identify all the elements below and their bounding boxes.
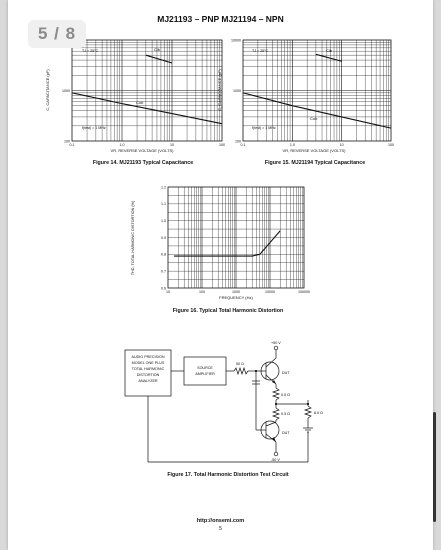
figure-16-caption: Figure 16. Typical Total Harmonic Distortion <box>172 308 284 314</box>
fig16-ytick-label: 0.6 <box>161 286 166 291</box>
fig16-ytick-label: 1.1 <box>161 202 166 207</box>
fig14-legend-tj: TJ = 25°C <box>82 49 99 53</box>
analyzer-line-2: MODEL ONE PLUS <box>131 361 165 365</box>
analyzer-box <box>125 350 171 396</box>
vneg-label: -50 V <box>271 458 280 462</box>
vpos-label: +50 V <box>271 341 281 345</box>
fig15-xtick-label: 100 <box>388 143 394 147</box>
fig16-ytick-label: 1.2 <box>161 185 166 190</box>
fig16-xtick-label: 100000 <box>298 290 310 294</box>
figure-14-caption: Figure 14. MJ21193 Typical Capacitance <box>92 160 194 166</box>
figure-15-caption: Figure 15. MJ21194 Typical Capacitance <box>264 160 366 166</box>
fig14-series-cib <box>146 55 172 63</box>
fig15-series-cib <box>316 54 342 61</box>
fig14-ylabel: C, CAPACITANCE (pF) <box>45 69 50 111</box>
load-resistor <box>305 406 311 418</box>
dut-bottom-circle <box>261 421 279 439</box>
footer-url: http://onsemi.com <box>196 518 245 524</box>
fig14-legend-f: f(test) = 1 MHz <box>82 126 106 130</box>
fig15-label-cob: Cob <box>310 116 318 121</box>
analyzer-line-1: AUDIO PRECISION <box>131 355 165 359</box>
fig14-xtick-label: 100 <box>219 143 225 147</box>
fig15-xtick-label: 10 <box>339 143 344 147</box>
fig15-xtick-label: 1.0 <box>289 143 295 147</box>
fig14-ytick-label: 1000 <box>62 88 70 93</box>
document-page <box>8 0 433 550</box>
fig14-xtick-label: 1.0 <box>119 143 125 147</box>
fig14-label-cib: Cib <box>154 47 161 52</box>
analyzer-line-5: ANALYZER <box>138 379 158 383</box>
fig16-xtick-label: 100 <box>199 290 205 294</box>
fig16-ylabel: THD, TOTAL HARMONIC DISTORTION (%) <box>131 200 135 276</box>
dut-top-circle <box>261 362 279 380</box>
fig14-ytick-label: 100 <box>64 139 70 144</box>
fig16-ytick-label: 1.0 <box>161 218 166 223</box>
emitter-resistor-bottom <box>273 408 279 420</box>
figure-17-circuit <box>8 0 433 550</box>
figure-15-chart <box>8 0 433 550</box>
fig15-frame <box>243 40 391 141</box>
emitter-resistor-top <box>273 388 279 400</box>
fig14-xtick-label: 0.1 <box>69 143 75 147</box>
fig14-label-cob: Cob <box>136 100 144 105</box>
fig15-xtick-label: 0.1 <box>240 143 246 147</box>
r-source-label: 50 Ω <box>236 362 244 366</box>
dut-bottom-label: DUT <box>282 431 290 435</box>
fig15-ytick-label: 1000 <box>233 88 241 93</box>
fig14-xtick-label: 10 <box>170 143 174 147</box>
figure-17-caption: Figure 17. Total Harmonic Distortion Test Circuit <box>167 472 289 478</box>
fig15-series-cob <box>243 93 391 128</box>
fig14-series-cob <box>72 93 222 124</box>
fig15-ytick-label: 100 <box>235 139 241 144</box>
fig16-xtick-label: 10 <box>166 290 170 294</box>
figure-16-chart <box>8 0 433 550</box>
amp-line-1: SOURCE <box>197 366 213 370</box>
fig16-frame <box>168 187 304 288</box>
footer-page-number: 5 <box>219 526 222 532</box>
fig15-legend-tj: TJ = 25°C <box>252 49 269 53</box>
fig16-ytick-label: 0.7 <box>161 269 166 274</box>
fig16-ytick-label: 0.9 <box>161 235 166 240</box>
fig15-legend-f: f(test) = 1 MHz <box>252 126 276 130</box>
scrollbar[interactable] <box>433 412 436 522</box>
r-emitter-bottom-label: 0.5 Ω <box>281 412 290 416</box>
page-indicator: 5 / 8 <box>28 20 86 48</box>
fig15-label-cib: Cib <box>326 48 333 53</box>
fig16-xtick-label: 10000 <box>265 290 275 294</box>
fig15-xlabel: VR, REVERSE VOLTAGE (VOLTS) <box>282 148 346 153</box>
figure-14-chart <box>8 0 433 550</box>
amp-line-2: AMPLIFIER <box>195 372 215 376</box>
fig16-ytick-label: 0.8 <box>161 252 166 257</box>
fig14-xlabel: VR, REVERSE VOLTAGE (VOLTS) <box>110 148 174 153</box>
fig15-ytick-label: 10000 <box>231 38 241 43</box>
r-emitter-top-label: 0.5 Ω <box>281 393 290 397</box>
analyzer-line-4: DISTORTION <box>136 373 160 377</box>
fig15-ylabel: C, CAPACITANCE (pF) <box>217 69 222 111</box>
fig16-xtick-label: 1000 <box>232 290 240 294</box>
page-header-title: MJ21193 – PNP MJ21194 – NPN <box>157 14 284 24</box>
fig16-xlabel: FREQUENCY (Hz) <box>219 295 253 300</box>
dut-top-label: DUT <box>282 371 290 375</box>
analyzer-line-3: TOTAL HARMONIC <box>131 367 165 371</box>
amplifier-box <box>184 357 226 385</box>
source-resistor <box>234 368 248 374</box>
r-load-label: 8.0 Ω <box>314 411 323 415</box>
fig16-series-thd <box>174 231 280 256</box>
fig14-frame <box>72 40 222 141</box>
